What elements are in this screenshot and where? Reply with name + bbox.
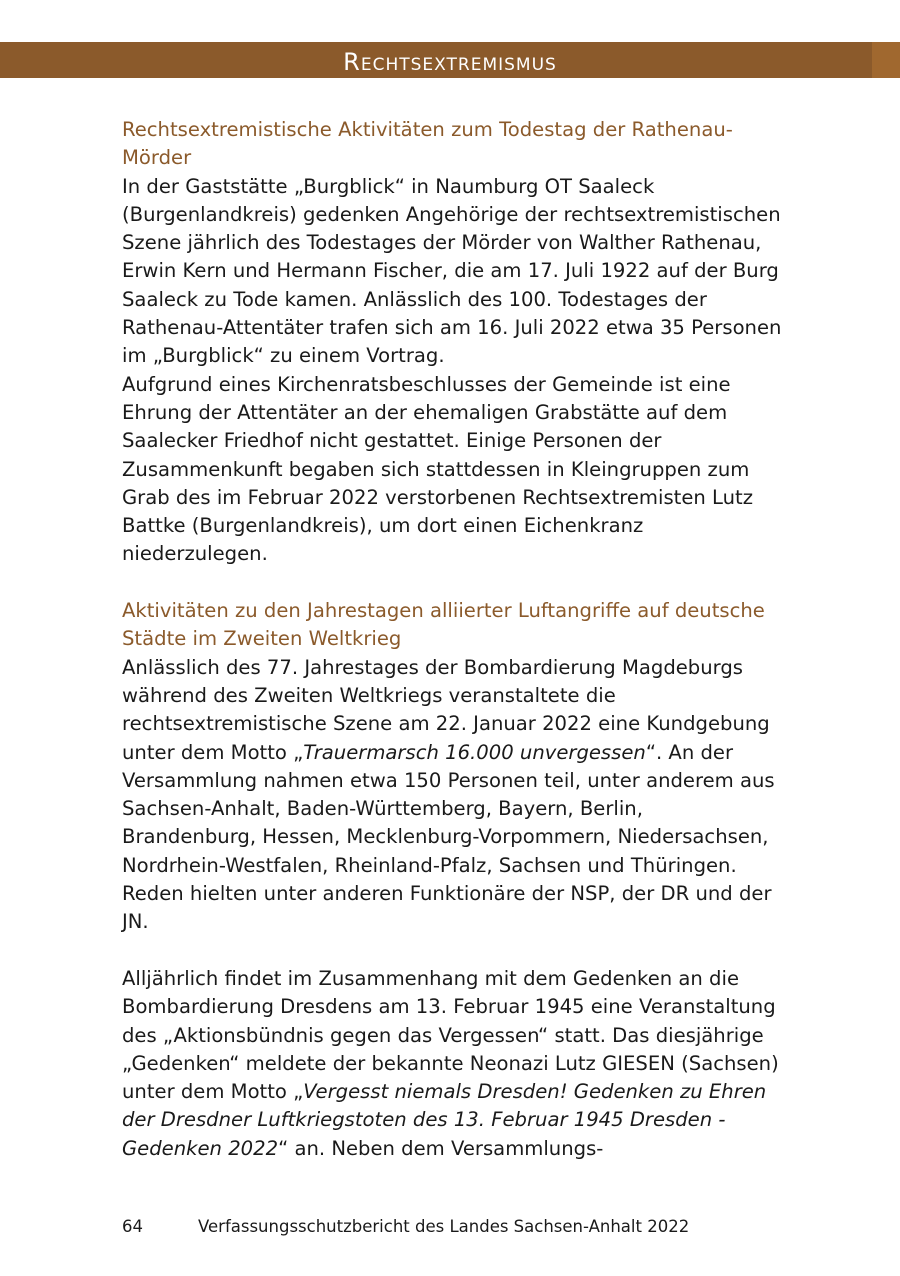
paragraph-magdeburg [122,654,782,937]
paragraph-magdeburg-text-b: “. An der Versammlung nahmen etwa 150 Personen teil, unter anderem aus Sachsen-Anhalt, Baden-Württemberg, Bayern, Berlin, Brandenburg, Hessen, Mecklenburg-Vorpommern, Niedersachsen, Nordrhein-Westfalen, Rheinland-Pfalz, Sachsen und Thüringen. Reden hielten unter anderen Funktionäre der NSP, der DR und der JN. [122,740,775,934]
page-number: 64 [122,1217,143,1236]
paragraph-burgblick: In der Gaststätte „Burgblick“ in Naumburg OT Saaleck (Burgenlandkreis) gedenken Angehörige der rechtsextremistischen Szene jährlich des Todestages der Mörder von Walther Rathenau, Erwin Kern und Hermann Fischer, die am 17. Juli 1922 auf der Burg Saaleck zu Tode kamen. Anlässlich des 100. Todestages der Rathenau-Attentäter trafen sich am 16. Juli 2022 etwa 35 Personen im „Burgblick“ zu einem Vortrag. [122,174,782,368]
motto-magdeburg: Trauermarsch 16.000 unvergessen [303,740,646,764]
page-footer [122,1213,822,1241]
publication-title: Verfassungsschutzbericht des Landes Sachsen-Anhalt 2022 [198,1217,690,1236]
paragraph-dresden-text-a: Alljährlich findet im Zusammenhang mit dem Gedenken an die Bombardierung Dresdens am 13. Februar 1945 eine Veranstaltung des „Aktionsbündnis gegen das Vergessen“ statt. Das diesjährige „Gedenken“ meldete der bekannte Neonazi Lutz GIESEN (Sachsen) unter dem Motto „ [122,966,779,1104]
paragraph-kirchenrat: Aufgrund eines Kirchenratsbeschlusses der Gemeinde ist eine Ehrung der Attentäter an der ehemaligen Grabstätte auf dem Saalecker Friedhof nicht gestattet. Einige Personen der Zusammenkunft begaben sich stattdessen in Kleingruppen zum Grab des im Februar 2022 verstorbenen Rechtsextremisten Lutz Battke (Burgenlandkreis), um dort einen Eichenkranz niederzulegen. [122,372,754,566]
motto-dresden: Vergesst niemals Dresden! Gedenken zu Ehren der Dresdner Luftkriegstoten des 13. Februar 1945 Dresden - Gedenken 2022 [122,1080,767,1160]
page-section-title: Rechtsextremismus [343,48,557,76]
section-heading-luftangriffe: Aktivitäten zu den Jahrestagen alliierter Luftangriffe auf deutsche Städte im Zweiten Weltkrieg [122,599,765,651]
paragraph-gap [122,937,782,965]
paragraph-dresden-text-b: “ an. Neben dem Versammlungs- [278,1136,604,1160]
main-content [122,116,782,1163]
paragraph-magdeburg-text-a: Anlässlich des 77. Jahrestages der Bombardierung Magdeburgs während des Zweiten Weltkriegs veranstaltete die rechtsextremistische Szene am 22. Januar 2022 eine Kundgebung unter dem Motto „ [122,655,770,764]
paragraph-dresden [122,965,782,1163]
section-heading-rathenau: Rechtsextremistische Aktivitäten zum Todestag der Rathenau-Mörder [122,118,733,170]
paragraph-gap [122,569,782,597]
